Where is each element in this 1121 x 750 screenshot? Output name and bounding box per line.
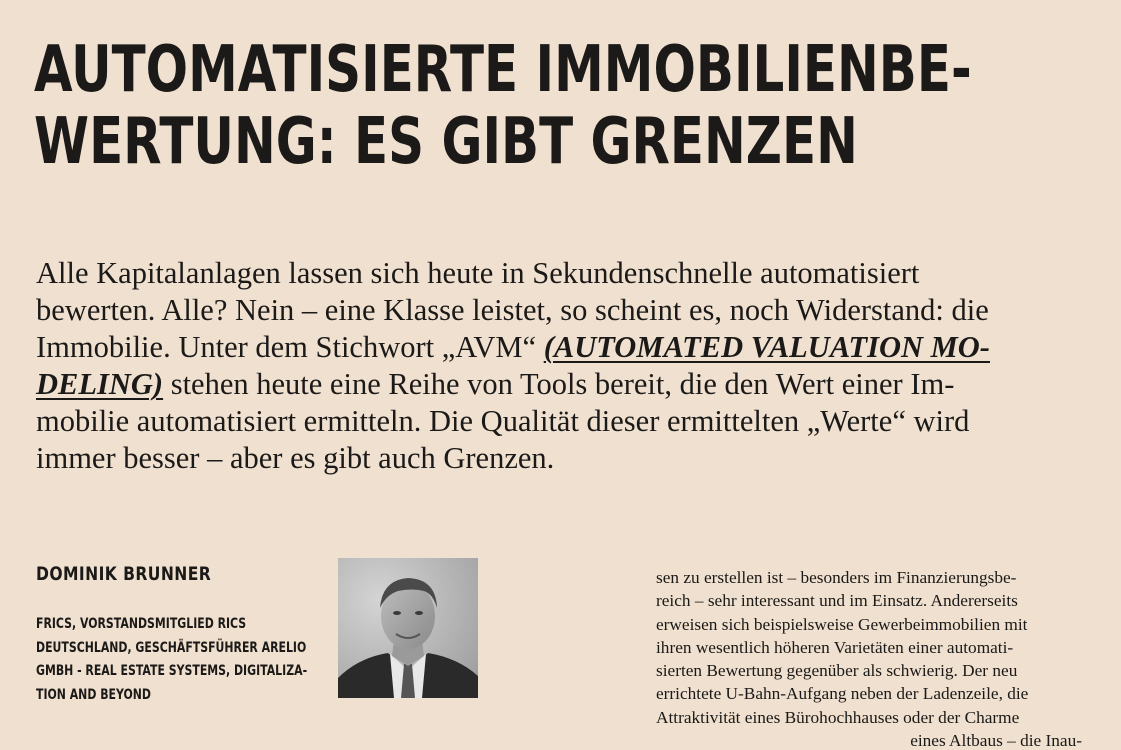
lead-line: Alle Kapitalanlagen lassen sich heute in Sekundenschnelle automatisiert	[36, 256, 920, 290]
author-role-line: DEUTSCHLAND, GESCHÄFTSFÜHRER ARELIO	[36, 639, 307, 656]
body-line: errichtete U-Bahn-Aufgang neben der Ladenzeile, die	[656, 684, 1029, 704]
body-line: sierten Bewertung gegenüber als schwierig. Der neu	[656, 661, 1018, 681]
article-lead	[36, 255, 1106, 477]
lead-text: Immobilie. Unter dem Stichwort „AVM“	[36, 330, 544, 364]
body-line: eines Altbaus – die Inau-	[910, 731, 1082, 750]
author-role	[36, 613, 307, 707]
lead-text: stehen heute eine Reihe von Tools bereit, die den Wert einer Im-	[163, 367, 955, 401]
headline-line: WERTUNG: ES GIBT GRENZEN	[34, 105, 858, 179]
body-line: reich – sehr interessant und im Einsatz. Andererseits	[656, 591, 1018, 611]
author-name: DOMINIK BRUNNER	[36, 563, 212, 585]
lead-line	[36, 329, 1106, 366]
headline-line: AUTOMATISIERTE IMMOBILIENBE-	[34, 33, 972, 107]
article-body-column	[656, 566, 1096, 750]
lead-line: immer besser – aber es gibt auch Grenzen.	[36, 441, 555, 475]
avm-term: DELING)	[36, 367, 164, 401]
lead-line	[36, 366, 1106, 403]
author-role-line: GMBH - REAL ESTATE SYSTEMS, DIGITALIZA-	[36, 663, 308, 679]
body-line: ihren wesentlich höheren Varietäten einer automati-	[656, 637, 1014, 657]
author-portrait	[338, 558, 478, 698]
author-role-line: TION AND BEYOND	[36, 686, 151, 703]
article-headline	[34, 34, 972, 178]
avm-term: (AUTOMATED VALUATION MO-	[543, 330, 990, 364]
body-line: erweisen sich beispielsweise Gewerbeimmobilien mit	[656, 614, 1028, 634]
body-line: Attraktivität eines Bürohochhauses oder der Charme	[656, 707, 1020, 727]
author-role-line: FRICS, VORSTANDSMITGLIED RICS	[36, 616, 247, 632]
portrait-illustration	[338, 558, 478, 698]
lead-line: mobilie automatisiert ermitteln. Die Qualität dieser ermittelten „Werte“ wird	[36, 404, 970, 438]
lead-line: bewerten. Alle? Nein – eine Klasse leistet, so scheint es, noch Widerstand: die	[36, 293, 989, 327]
body-line: sen zu erstellen ist – besonders im Finanzierungsbe-	[656, 568, 1017, 587]
